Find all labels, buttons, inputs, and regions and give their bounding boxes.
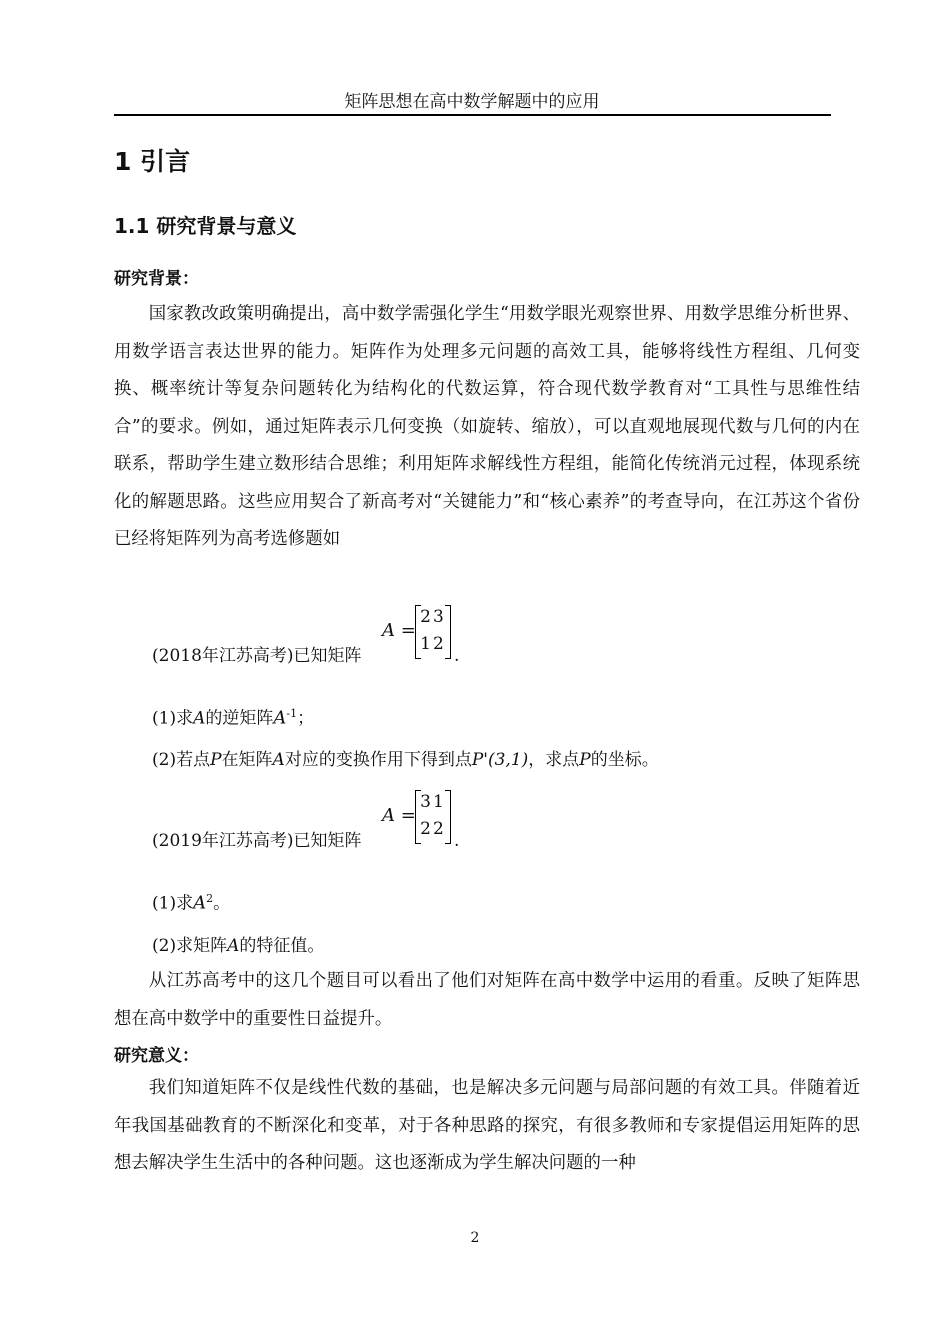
page-number: 2 [470, 1230, 480, 1246]
q2-var: A [227, 936, 240, 956]
significance-paragraph: 我们知道矩阵不仅是线性代数的基础，也是解决多元问题与局部问题的有效工具。伴随着近年我国基础教育的不断深化和变革，对于各种思路的探究，有很多教师和专家提倡运用矩阵的思想去解决学生生活中的各种问题。这也逐渐成为学生解决问题的一种 [114, 1078, 860, 1173]
q1-var: A [193, 892, 207, 914]
q2-a: A [272, 750, 285, 770]
matrix-row-2: 22 [420, 819, 446, 839]
q1-end: 。 [213, 893, 231, 914]
q2-prefix: (2)求矩阵 [152, 936, 228, 956]
problem-2019-q1 [152, 888, 230, 915]
matrix-row-2: 12 [420, 634, 446, 654]
q2-mid3: ，求点 [528, 750, 580, 770]
matrix-brackets [415, 605, 451, 659]
problem-2019-q2 [152, 935, 324, 957]
q1-sup: -1 [286, 707, 298, 720]
matrix-2019 [382, 790, 452, 845]
problem-2018-period: . [454, 646, 460, 666]
matrix-row-1: 31 [420, 792, 446, 812]
background-label: 研究背景： [114, 269, 199, 289]
section-heading: 1.1 研究背景与意义 [114, 214, 297, 238]
q1-mid: 的逆矩阵 [205, 708, 274, 729]
matrix-label: A = [382, 620, 416, 641]
q1-prefix: (1)求 [152, 708, 194, 729]
q2-mid2: 对应的变换作用下得到点 [284, 750, 472, 770]
problem-2019-intro-text: (2019年江苏高考)已知矩阵 [152, 831, 362, 851]
q2-p: P [210, 750, 222, 770]
q1-end: ； [297, 708, 315, 729]
q1-sup: 2 [206, 892, 214, 905]
q2-prefix: (2)若点 [152, 750, 211, 770]
problem-2018-q1 [152, 703, 314, 730]
header-rule [114, 114, 831, 116]
q2-p2: P [579, 750, 591, 770]
problem-2019-period: . [454, 831, 460, 851]
q2-mid1: 在矩阵 [221, 750, 273, 770]
chapter-heading: 1 引言 [114, 147, 191, 176]
q1-inverse: A [273, 707, 287, 729]
conclusion-paragraph: 从江苏高考中的这几个题目可以看出了他们对矩阵在高中数学中运用的看重。反映了矩阵思想在高中数学中的重要性日益提升。 [114, 971, 860, 1029]
running-header: 矩阵思想在高中数学解题中的应用 [344, 92, 600, 112]
q1-prefix: (1)求 [152, 893, 194, 914]
matrix-row-1: 23 [420, 607, 446, 627]
background-paragraph: 国家教改政策明确提出，高中数学需强化学生“用数学眼光观察世界、用数学思维分析世界、用数学语言表达世界的能力。矩阵作为处理多元问题的高效工具，能够将线性方程组、几何变换、概率统计等复杂问题转化为结构化的代数运算，符合现代数学教育对“工具性与思维性结合”的要求。例如，通过矩阵表示几何变换（如旋转、缩放），可以直观地展现代数与几何的内在联系，帮助学生建立数形结合思维；利用矩阵求解线性方程组，能简化传统消元过程，体现系统化的解题思路。这些应用契合了新高考对“关键能力”和“核心素养”的考查导向，在江苏这个省份已经将矩阵列为高考选修题如 [114, 304, 860, 549]
problem-2018-intro-text: (2018年江苏高考)已知矩阵 [152, 646, 362, 666]
matrix-brackets [415, 790, 451, 844]
significance-label: 研究意义： [114, 1046, 199, 1066]
q2-end: 的坐标。 [590, 750, 659, 770]
q2-point: P'(3,1) [471, 750, 529, 770]
q2-end: 的特征值。 [239, 936, 325, 956]
problem-2018-intro [152, 645, 362, 667]
problem-2018-q2 [152, 749, 659, 771]
problem-2019-intro [152, 830, 362, 852]
q1-var: A [193, 708, 206, 729]
matrix-2018 [382, 605, 452, 660]
matrix-label: A = [382, 805, 416, 826]
